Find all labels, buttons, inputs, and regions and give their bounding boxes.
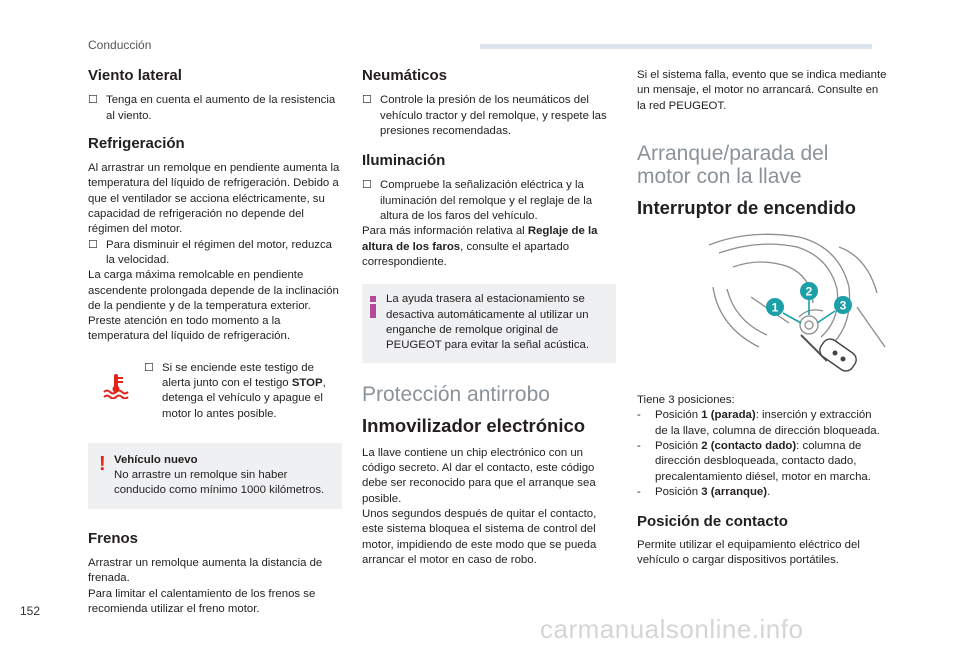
coolant-temperature-icon [88, 361, 144, 425]
bullet-viento: ☐ Tenga en cuenta el aumento de la resistencia al viento. [88, 94, 336, 122]
exclamation-icon: ! [99, 452, 106, 475]
bullet-icon: ☐ [362, 94, 372, 107]
figure-label-2: 2 [805, 284, 813, 299]
position-item-2: - Posición 2 (contacto dado): columna de dirección desbloqueada, contacto dado, precalentamiento diésel, motor en marcha. [637, 440, 871, 483]
heading-arranque-parada: Arranque/parada del motor con la llave [637, 141, 829, 188]
paragraph: La llave contiene un chip electrónico con un código secreto. Al dar el contacto, este código debe ser reconocido para que el arranque sea posible. [362, 446, 596, 505]
heading-neumaticos: Neumáticos [362, 67, 448, 84]
paragraph: Tiene 3 posiciones: [637, 394, 735, 407]
column-3 [637, 68, 887, 568]
warning-text: No arrastre un remolque sin haber conducido como mínimo 1000 kilómetros. [114, 469, 325, 497]
bullet-icon: ☐ [362, 179, 372, 192]
position-item-3: - Posición 3 (arranque). [637, 485, 771, 498]
paragraph: Para más información relativa al Reglaje de la altura de los faros, consulte el apartado correspondiente. [362, 225, 598, 268]
info-box [362, 284, 616, 363]
watermark: carmanualsonline.info [540, 614, 804, 644]
heading-iluminacion: Iluminación [362, 152, 446, 170]
paragraph: Preste atención en todo momento a la temperatura del líquido de refrigeración. [88, 315, 290, 343]
bullet-neumaticos: ☐ Controle la presión de los neumáticos del vehículo tractor y del remolque, y respete las presiones recomendadas. [362, 94, 607, 137]
position-item-1: - Posición 1 (parada): inserción y extracción de la llave, columna de dirección bloqueada. [637, 409, 880, 437]
key-icon [801, 335, 859, 374]
figure-label-1: 1 [771, 300, 779, 315]
info-icon [370, 296, 376, 318]
bullet-icon: ☐ [88, 94, 98, 107]
paragraph: Si el sistema falla, evento que se indica mediante un mensaje, el motor no arrancará. Consulte en la red PEUGEOT. [637, 69, 887, 112]
heading-refrigeracion: Refrigeración [88, 134, 185, 152]
bullet-icon: ☐ [88, 238, 98, 251]
section-header: Conducción [88, 38, 152, 52]
bullet-temp: ☐ Si se enciende este testigo de alerta junto con el testigo STOP, detenga el vehículo y apague el motor lo antes posible. [144, 361, 326, 420]
figure-label-3: 3 [839, 298, 847, 313]
heading-interruptor: Interruptor de encendido [637, 196, 856, 218]
coolant-warning-box [88, 355, 342, 431]
paragraph: Para limitar el calentamiento de los frenos se recomienda utilizar el freno motor. [88, 587, 316, 615]
paragraph: Unos segundos después de quitar el contacto, este sistema bloquea el sistema de control del motor, impidiendo de este modo que se pueda arrancar el motor en caso de robo. [362, 507, 597, 566]
page-number: 152 [20, 604, 41, 618]
ignition-switch-figure [689, 227, 889, 383]
warning-title: Vehículo nuevo [114, 453, 198, 466]
new-vehicle-warning-box [88, 443, 342, 509]
column-2 [362, 68, 616, 568]
paragraph: Al arrastrar un remolque en pendiente aumenta la temperatura del líquido de refrigeración. Debido a que el ventilador se acciona eléctricamente, su capacidad de refrigeración no depende del régimen del motor. [88, 162, 340, 236]
heading-frenos: Frenos [88, 529, 139, 547]
heading-posicion-contacto: Posición de contacto [637, 513, 788, 531]
header-bar [480, 44, 872, 49]
bullet-refrigeracion: ☐ Para disminuir el régimen del motor, reduzca la velocidad. [88, 238, 333, 266]
column-1 [88, 68, 342, 617]
paragraph: Arrastrar un remolque aumenta la distancia de frenada. [88, 556, 323, 585]
bullet-icon: ☐ [144, 361, 154, 374]
heading-inmovilizador: Inmovilizador electrónico [362, 415, 586, 437]
info-text: La ayuda trasera al estacionamiento se desactiva automáticamente al utilizar un enganche de remolque original de PEUGEOT para evitar la señal acústica. [386, 293, 590, 352]
paragraph: La carga máxima remolcable en pendiente ascendente prolongada depende de la inclinación de la pendiente y de la temperatura exterior. [88, 269, 339, 312]
bullet-iluminacion: ☐ Compruebe la señalización eléctrica y la iluminación del remolque y el reglaje de la altura de los faros del vehículo. [362, 179, 593, 223]
paragraph: Permite utilizar el equipamiento eléctrico del vehículo o cargar dispositivos portátiles. [637, 538, 860, 566]
heading-proteccion-antirrobo: Protección antirrobo [362, 383, 550, 407]
heading-viento-lateral: Viento lateral [88, 67, 182, 84]
